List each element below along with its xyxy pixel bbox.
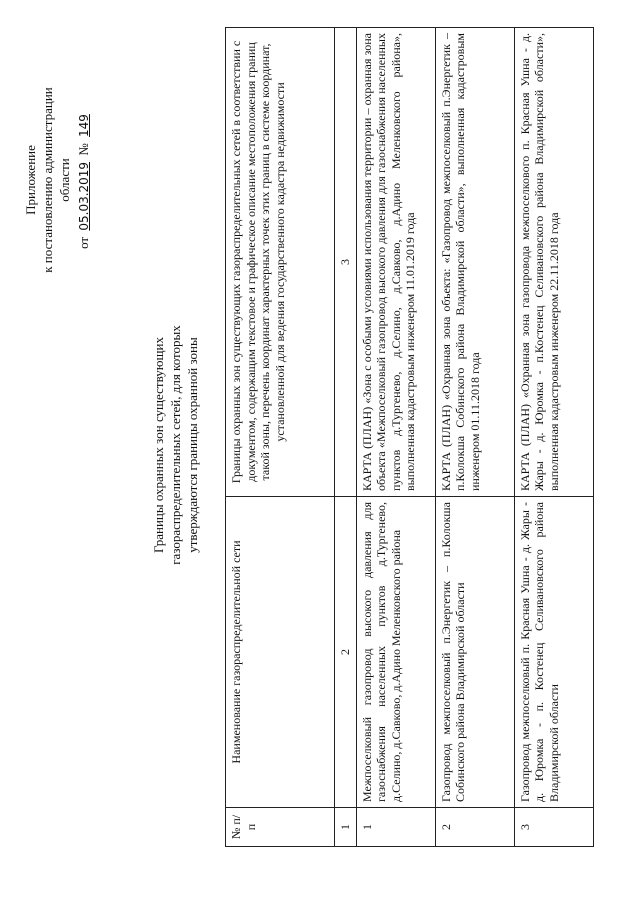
appendix-block bbox=[22, 55, 93, 305]
table-row bbox=[356, 28, 435, 847]
row-name: Межпоселковый газопровод высокого давления для газоснабжения населенных пунктов д.Тургенево, д.Селино, д.Савково, д.Адино Меленковского района bbox=[356, 497, 435, 808]
appendix-date-number bbox=[75, 55, 93, 305]
title-line-3: утверждаются границы охранной зоны bbox=[185, 337, 200, 553]
header-no: № п/п bbox=[226, 808, 335, 847]
col-number-1: 1 bbox=[335, 808, 357, 847]
row-zone: КАРТА (ПЛАН) «Охранная зона газопровода межпоселкового п. Красная Ушна - д. Жары - д. Юромка - п.Костенец Селивановского района Владимирской области», выполненная кадастровым инженером 22.11.2018 года bbox=[514, 28, 593, 497]
col-number-3: 3 bbox=[335, 28, 357, 497]
decree-date: 05.03.2019 bbox=[77, 161, 91, 231]
title-line-1: Границы охранных зон существующих bbox=[151, 337, 166, 553]
row-zone: КАРТА (ПЛАН) «Охранная зона объекта: «Газопровод межпоселковый п.Энергетик – п.Колокша Собинского района Владимирской области», выполненная кадастровым инженером 01.11.2018 года bbox=[435, 28, 514, 497]
appendix-title: Приложение bbox=[23, 145, 38, 215]
row-name: Газопровод межпоселковый п.Энергетик – п.Колокша Собинского района Владимирской области bbox=[435, 497, 514, 808]
row-name: Газопровод межпоселковый п. Красная Ушна - д. Жары - д. Юромка - п. Костенец Селивановского района Владимирской области bbox=[514, 497, 593, 808]
zones-table bbox=[225, 27, 594, 847]
table-header-row bbox=[226, 28, 335, 847]
header-name: Наименование газораспределительной сети bbox=[226, 497, 335, 808]
document-title bbox=[150, 255, 201, 635]
header-zone: Границы охранных зон существующих газораспределительных сетей в соответствии с документом, содержащим текстовое и графическое описание местоположения границ такой зоны, перечень координат характерных точек этих границ в системе координат, установленной для ведения государственного кадастра недвижимости bbox=[226, 28, 335, 497]
from-label: от bbox=[76, 236, 91, 249]
decree-number: 149 bbox=[77, 114, 91, 138]
row-no: 2 bbox=[435, 808, 514, 847]
table-row bbox=[435, 28, 514, 847]
col-number-2: 2 bbox=[335, 497, 357, 808]
appendix-line-2: к постановлению администрации bbox=[40, 87, 55, 273]
number-label: № bbox=[76, 143, 91, 156]
row-no: 3 bbox=[514, 808, 593, 847]
table-row bbox=[514, 28, 593, 847]
row-no: 1 bbox=[356, 808, 435, 847]
appendix-line-3: области bbox=[57, 158, 72, 202]
table-column-numbers bbox=[335, 28, 357, 847]
title-line-2: газораспределительных сетей, для которых bbox=[168, 325, 183, 565]
row-zone: КАРТА (ПЛАН) «Зона с особыми условиями использования территории – охранная зона объекта «Межпоселковый газопровод высокого давления для газоснабжения населенных пунктов д.Тургенево, д.Селино, д.Савково, д.Адино Меленковского района», выполненная кадастровым инженером 11.01.2019 года bbox=[356, 28, 435, 497]
